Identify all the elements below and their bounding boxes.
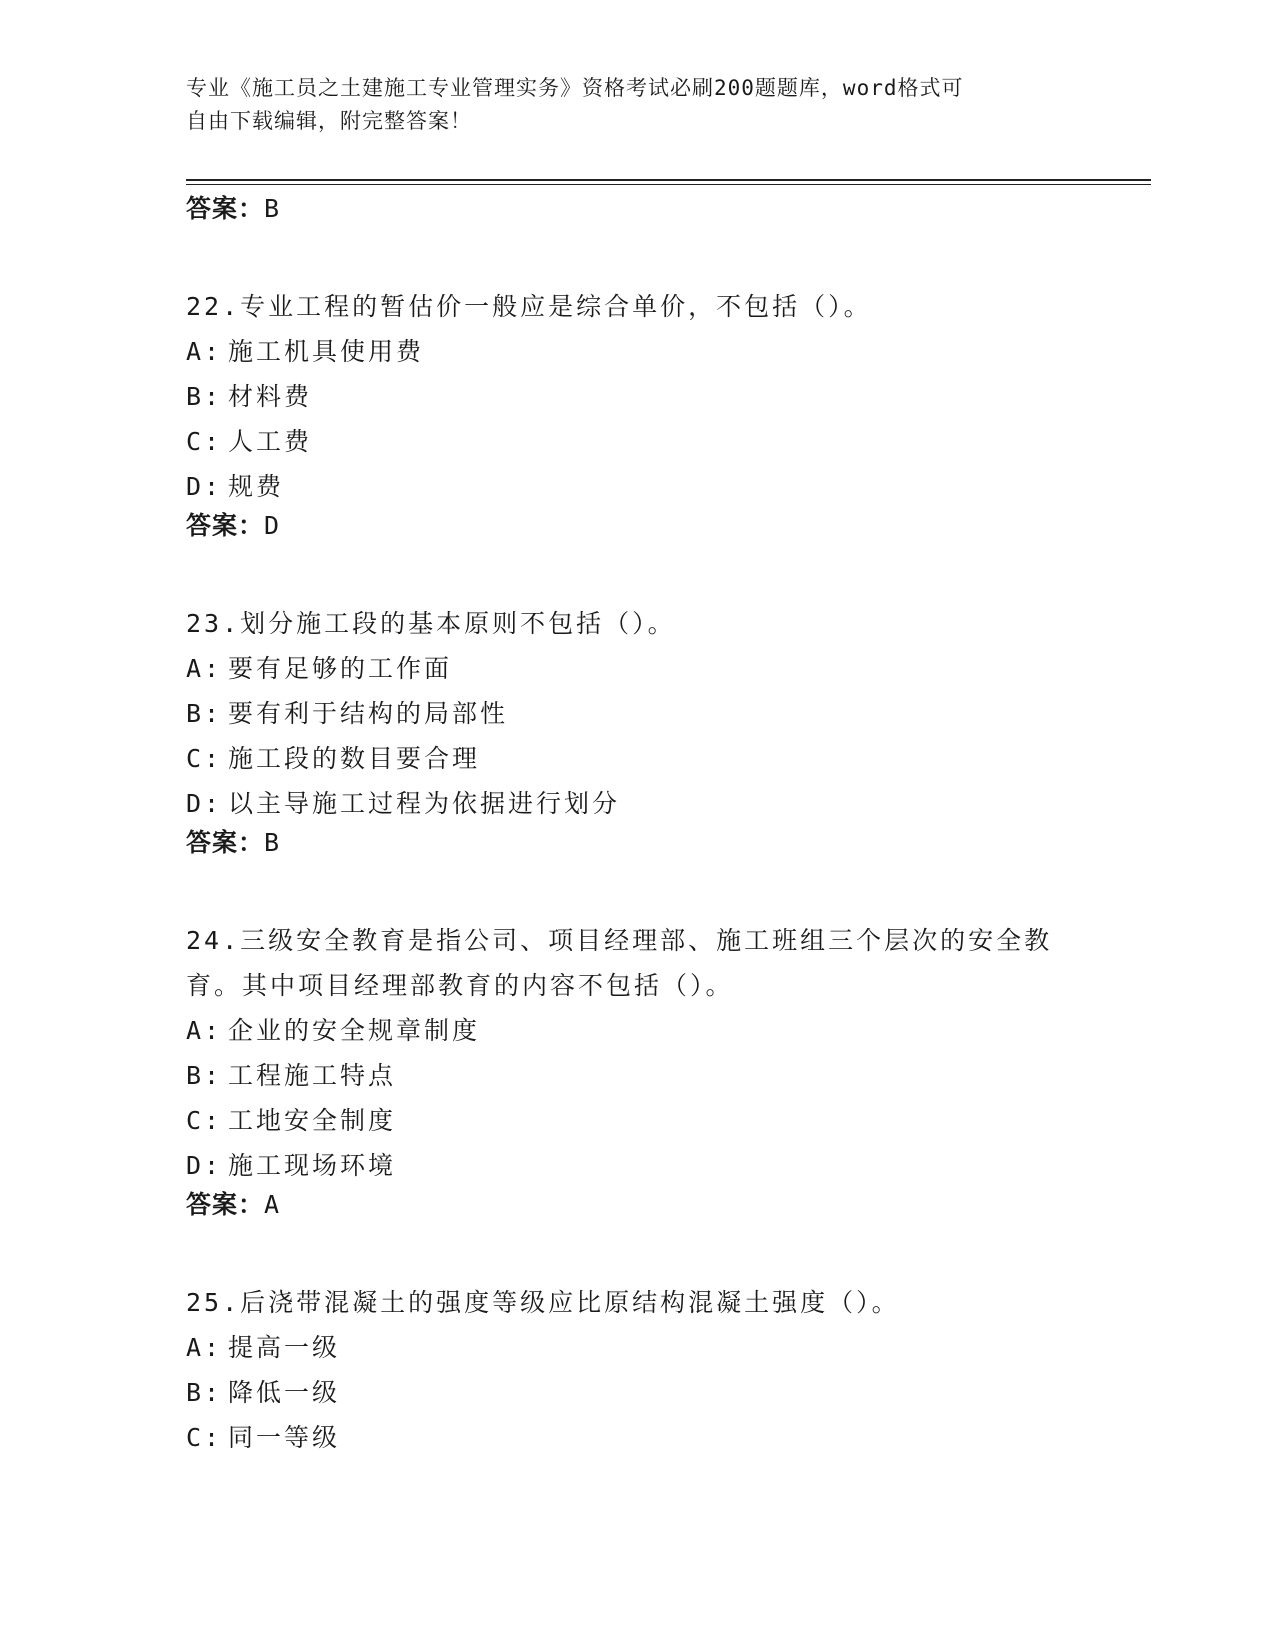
answer-label: 答案：	[186, 194, 265, 223]
header-line-1: 专业《施工员之土建施工专业管理实务》资格考试必刷200题题库，word格式可	[186, 76, 964, 100]
option-d: D: 以主导施工过程为依据进行划分	[186, 789, 621, 818]
option-a: A: 企业的安全规章制度	[186, 1016, 481, 1045]
option-c: C: 同一等级	[186, 1423, 341, 1452]
option-b: B: 材料费	[186, 382, 313, 411]
option-c: C: 施工段的数目要合理	[186, 744, 481, 773]
option-c: C: 人工费	[186, 427, 313, 456]
header-line-2: 自由下载编辑，附完整答案！	[186, 109, 472, 133]
option-b: B: 工程施工特点	[186, 1061, 397, 1090]
previous-answer	[186, 192, 1086, 226]
answer: 答案：D	[186, 511, 281, 540]
question-text-continued: 育。其中项目经理部教育的内容不包括（）。	[186, 971, 734, 1000]
option-b: B: 降低一级	[186, 1378, 341, 1407]
answer: 答案：B	[186, 828, 281, 857]
header-divider-thick	[186, 179, 1151, 181]
question-block	[186, 1280, 1086, 1460]
question-text: 23.划分施工段的基本原则不包括（）。	[186, 609, 676, 638]
answer-value: B	[264, 194, 281, 223]
option-d: D: 规费	[186, 472, 285, 501]
answer: 答案：A	[186, 1190, 281, 1219]
document-header	[186, 72, 1066, 138]
question-list	[186, 192, 1086, 1460]
option-a: A: 提高一级	[186, 1333, 341, 1362]
option-d: D: 施工现场环境	[186, 1151, 397, 1180]
option-a: A: 施工机具使用费	[186, 337, 425, 366]
question-text: 25.后浇带混凝土的强度等级应比原结构混凝土强度（）。	[186, 1288, 900, 1317]
option-a: A: 要有足够的工作面	[186, 654, 453, 683]
option-c: C: 工地安全制度	[186, 1106, 397, 1135]
question-block	[186, 284, 1086, 543]
option-b: B: 要有利于结构的局部性	[186, 699, 509, 728]
question-block	[186, 918, 1086, 1222]
question-text: 22.专业工程的暂估价一般应是综合单价，不包括（）。	[186, 292, 872, 321]
header-divider-thin	[186, 184, 1151, 185]
question-block	[186, 601, 1086, 860]
question-text: 24.三级安全教育是指公司、项目经理部、施工班组三个层次的安全教	[186, 926, 1053, 955]
